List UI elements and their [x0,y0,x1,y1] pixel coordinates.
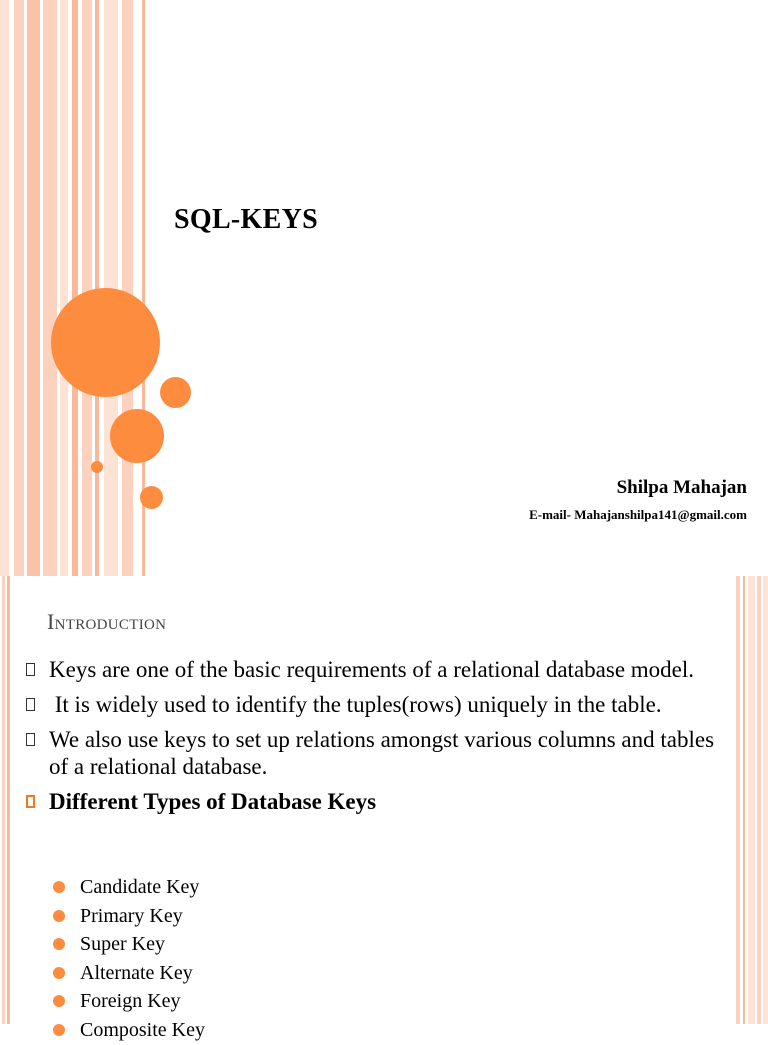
decor-circle [91,461,103,473]
square-bullet-icon [26,698,35,711]
decor-stripe [757,576,761,1024]
decor-stripe [43,0,57,576]
round-bullet-icon [53,910,65,922]
introduction-slide [0,576,768,1041]
key-type-label: Foreign Key [80,990,181,1013]
section-heading: Different Types of Database Keys [49,789,377,814]
decor-stripe [82,0,92,576]
bullet-text: We also use keys to set up relations amongst various columns and tables of a relational database. [49,727,715,779]
decor-stripe [27,0,40,576]
key-type-item [53,987,205,1016]
decor-stripe [0,0,9,576]
decor-stripe [743,576,745,1024]
key-type-label: Primary Key [80,904,183,927]
square-bullet-icon [26,663,35,676]
decor-stripe [72,0,78,576]
decor-stripe [736,576,740,1024]
key-type-item [53,902,205,931]
section-heading-item [26,788,732,815]
square-bullet-icon [26,795,35,808]
key-types-list [53,873,205,1045]
list-item [26,726,732,780]
list-item [26,691,732,718]
decor-stripe [60,0,68,576]
round-bullet-icon [53,1024,65,1036]
bullet-text: Keys are one of the basic requirements of a relational database model. [49,657,695,682]
decor-stripe [763,576,768,1024]
key-type-label: Composite Key [80,1018,205,1041]
key-type-item [53,959,205,988]
round-bullet-icon [53,967,65,979]
slide-heading: Introduction [47,609,167,634]
key-type-item [53,1016,205,1045]
slide-title: SQL-KEYS [174,204,318,235]
decor-circle [110,409,164,463]
decor-stripe [14,0,24,576]
decor-stripe [2,576,5,1024]
list-item [26,656,732,683]
decor-stripe [748,576,755,1024]
square-bullet-icon [26,733,35,746]
key-type-label: Candidate Key [80,876,200,898]
bullet-list [26,656,732,819]
round-bullet-icon [53,881,65,893]
key-type-item [53,930,205,959]
decor-stripe [7,576,10,1024]
author-email: E-mail- Mahajanshilpa141@gmail.com [529,507,747,522]
decor-circle [51,288,160,397]
decor-circle [160,377,191,408]
key-type-item [53,873,205,902]
round-bullet-icon [53,995,65,1007]
key-type-label: Alternate Key [80,961,193,984]
key-type-label: Super Key [80,933,165,956]
author-name: Shilpa Mahajan [616,477,747,498]
decor-circle [140,486,163,509]
round-bullet-icon [53,938,65,950]
bullet-text: It is widely used to identify the tuples(rows) uniquely in the table. [49,692,662,717]
decor-stripe [122,0,133,576]
